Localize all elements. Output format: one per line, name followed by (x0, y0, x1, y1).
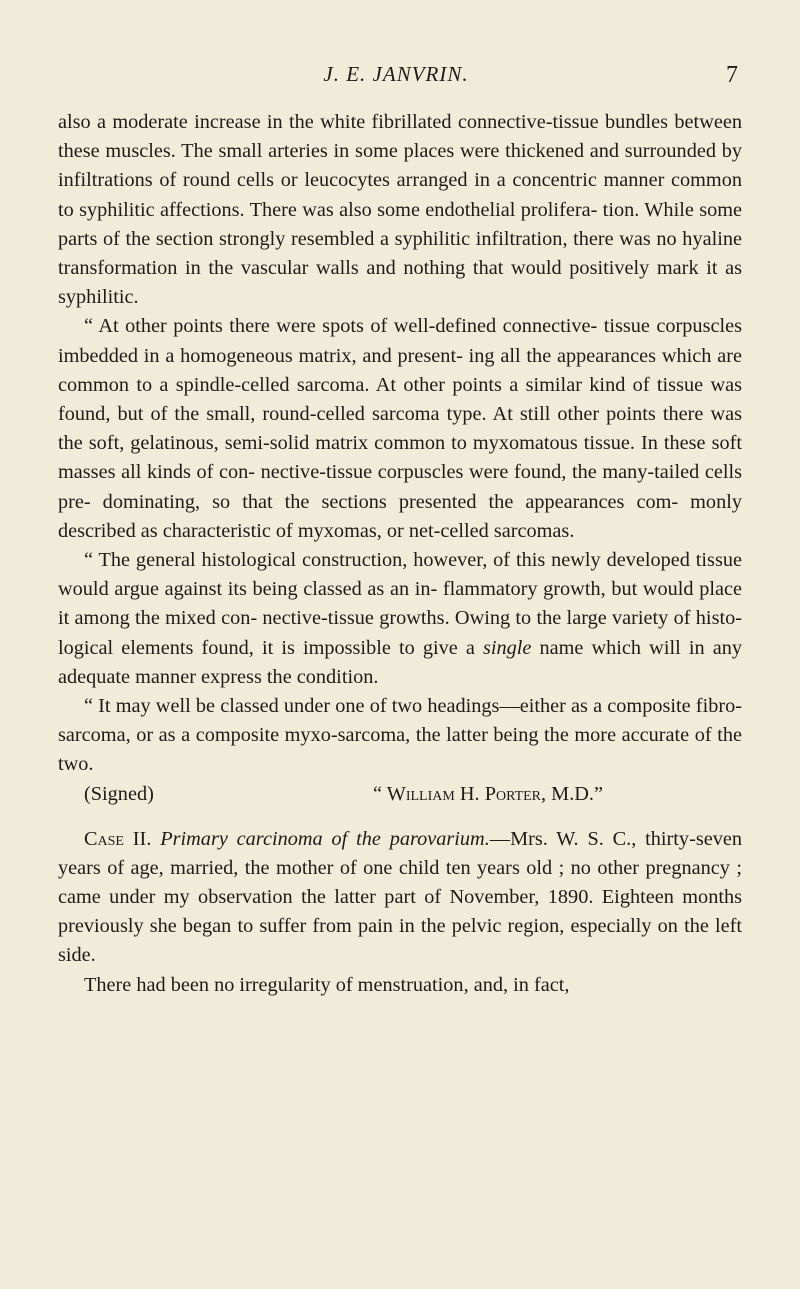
paragraph-1: also a moderate increase in the white fibrillated connective-tissue bundles between these muscles. The small arteries in some places were thickened and surrounded by infiltrations of round cells or leucocytes arranged in a concentric manner common to syphilitic affections. There was also some endothelial prolifera- tion. While some parts of the section strongly resembled a syphilitic infiltration, there was no hyaline transformation in the vascular walls and nothing that would positively mark it as syphilitic. (58, 111, 742, 309)
paragraph-3-emphasis: single (482, 636, 532, 659)
signed-label: (Signed) (84, 782, 154, 805)
signature-line (58, 780, 742, 809)
running-title: J. E. JANVRIN. (323, 62, 469, 86)
paragraph-6: There had been no irregularity of menstruation, and, in fact, (84, 973, 570, 996)
case-text: —Mrs. W. S. C., thirty-seven years of age, married, the mother of one child ten years old ; no other pregnancy ; came under my observation the latter part of November, 1890. Eighteen months previously she began to suffer from pain in the pelvic region, especially on the left side. (58, 827, 743, 967)
body-text (58, 108, 742, 1000)
signer-name: “ William H. Porter, M.D.” (373, 782, 603, 805)
case-label: Case II. (84, 827, 152, 850)
paragraph-3-text-a: “ The general histological construction, however, of this newly developed tissue would argue against its being classed as an in- flammatory growth, but would place it among the mixed con- nective-tissue growths. Owing to the large variety of histo- logical elements found, it is impossible to give a (58, 549, 742, 659)
paragraph-3 (58, 546, 742, 692)
case-paragraph (58, 825, 742, 971)
paragraph-2: “ At other points there were spots of well-defined connective- tissue corpuscles imbedded in a homogeneous matrix, and present- ing all the appearances which are common to a spindle-celled sarcoma. At other points a similar kind of tissue was found, but of the small, round-celled sarcoma type. At still other points there was the soft, gelatinous, semi-solid matrix common to myxomatous tissue. In these soft masses all kinds of con- nective-tissue corpuscles were found, the many-tailed cells pre- dominating, so that the sections presented the appearances com- monly described as characteristic of myxomas, or net-celled sarcomas. (58, 315, 742, 542)
paragraph-4: “ It may well be classed under one of two headings—either as a composite fibro-sarcoma, or as a composite myxo-sarcoma, the latter being the more accurate of the two. (58, 695, 742, 776)
case-title: Primary carcinoma of the parovarium. (160, 827, 490, 850)
page-number: 7 (726, 62, 739, 88)
paragraph-3-text-b: name which will in any adequate manner express the condition. (58, 636, 742, 688)
page-header (53, 62, 739, 96)
